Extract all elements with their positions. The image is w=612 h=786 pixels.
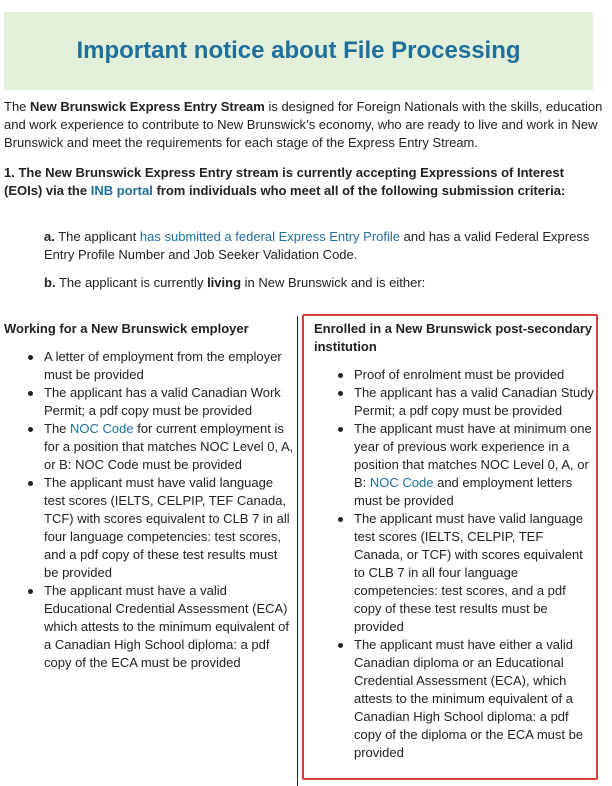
list-item: The applicant has a valid Canadian Study Permit; a pdf copy must be provided <box>314 384 596 420</box>
student-requirements-list <box>314 366 596 762</box>
list-item: A letter of employment from the employer must be provided <box>4 348 294 384</box>
list-item-text-rest: and employment letters must be provided <box>354 475 573 508</box>
intro-text-rest: is designed for Foreign Nationals with the skills, education and work experience to contribute to New Brunswick’s economy, who are ready to live and work in New Brunswick and meet the requirements for each stage of the Express Entry Stream. <box>4 99 603 150</box>
criterion-b <box>44 274 604 292</box>
list-item: The applicant must have valid language test scores (IELTS, CELPIP, TEF Canada, TCF) with scores equivalent to CLB 7 in all four language competencies: test scores, and a pdf copy of these test results must be provided <box>4 474 294 582</box>
student-column <box>314 320 596 762</box>
intro-paragraph <box>4 98 604 152</box>
noc-code-link[interactable]: NOC Code <box>369 475 434 490</box>
intro-text: The <box>4 99 31 114</box>
criterion-a-text-rest: and has a valid Federal Express Entry Profile Number and Job Seeker Validation Code. <box>44 229 590 262</box>
page-title: Important notice about File Processing <box>76 37 521 64</box>
criterion-b-letter: b. <box>44 275 56 290</box>
employer-requirements-list <box>4 348 294 672</box>
list-item: The applicant must have valid language test scores (IELTS, CELPIP, TEF Canada, or TCF) with scores equivalent to CLB 7 in all four language competencies: test scores, and a pdf copy of these test results must be provided <box>314 510 596 636</box>
list-item: The applicant has a valid Canadian Work Permit; a pdf copy must be provided <box>4 384 294 420</box>
criterion-b-text-rest: in New Brunswick and is either: <box>241 275 426 290</box>
stream-name: New Brunswick Express Entry Stream <box>30 99 265 114</box>
list-item: Proof of enrolment must be provided <box>314 366 596 384</box>
federal-profile-link[interactable]: has submitted a federal Express Entry Profile <box>139 229 401 244</box>
list-item <box>4 420 294 474</box>
criteria-heading <box>4 164 604 200</box>
criterion-b-text: The applicant is currently <box>55 275 208 290</box>
list-item-text-rest: for current employment is for a position that matches NOC Level 0, A, or B: NOC Code must be provided <box>44 421 294 472</box>
list-item-text: The applicant must have at minimum one year of previous work experience in a position that matches NOC Level 0, A, or B: <box>354 421 592 490</box>
employer-heading: Working for a New Brunswick employer <box>4 321 249 336</box>
list-item-text: The <box>44 421 71 436</box>
list-item: The applicant must have either a valid Canadian diploma or an Educational Credential Assessment (ECA), which attests to the minimum equivalent of a Canadian High School diploma: a pdf copy of the diploma or the ECA must be provided <box>314 636 596 762</box>
student-heading: Enrolled in a New Brunswick post-secondary institution <box>314 321 593 354</box>
column-divider <box>297 316 298 786</box>
criterion-a-text: The applicant <box>54 229 140 244</box>
criterion-a <box>44 228 604 264</box>
criteria-text: 1. The New Brunswick Express Entry stream is currently accepting Expressions of Interest (EOIs) via the <box>4 165 564 198</box>
criterion-a-letter: a. <box>44 229 55 244</box>
criteria-text-rest: from individuals who meet all of the following submission criteria: <box>152 183 566 198</box>
inb-portal-link[interactable]: INB portal <box>90 183 153 198</box>
employer-column <box>4 320 294 672</box>
living-emphasis: living <box>207 275 242 290</box>
list-item <box>314 420 596 510</box>
noc-code-link[interactable]: NOC Code <box>70 421 134 436</box>
list-item: The applicant must have a valid Educational Credential Assessment (ECA) which attests to the minimum equivalent of a Canadian High School diploma: a pdf copy of the ECA must be provided <box>4 582 294 672</box>
notice-banner <box>4 12 593 90</box>
